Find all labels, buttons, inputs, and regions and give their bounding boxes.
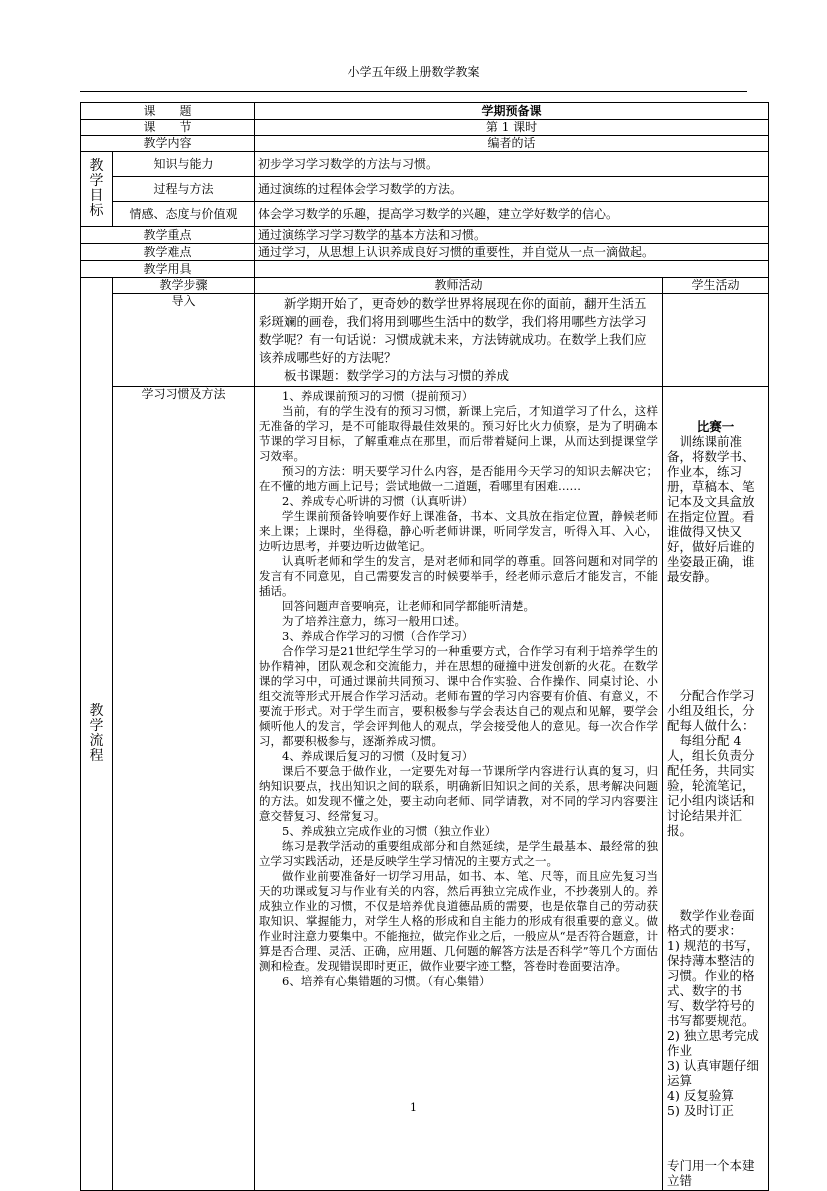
header-rule [80, 91, 747, 92]
habit-heading-4: 4、养成课后复习的习惯（及时复习） [282, 749, 474, 763]
key-row [81, 227, 769, 244]
homework-item: 4) 反复验算 [667, 1088, 734, 1103]
flow-header-row [81, 278, 769, 294]
goal-row-1 [81, 152, 769, 177]
goal-value-process: 通过演练的过程体会学习数学的方法。 [255, 177, 769, 202]
section-value: 第 1 课时 [255, 120, 769, 136]
habit-paragraph: 预习的方法：明天要学习什么内容，是否能用今天学习的知识去解决它；在不懂的地方画上记号；尝试地做一二道题，看哪里有困难…… [259, 464, 659, 493]
intro-student [663, 294, 769, 387]
flow-vertical-label: 教 学 流 程 [81, 278, 113, 1191]
content-row [81, 136, 769, 152]
habits-step: 学习习惯及方法 [113, 387, 255, 1191]
intro-step: 导入 [113, 294, 255, 387]
topic-value: 学期预备课 [255, 103, 769, 120]
habit-heading-1: 1、养成课前预习的习惯（提前预习） [282, 389, 474, 403]
tools-value [255, 261, 769, 278]
steps-header: 教学步骤 [113, 278, 255, 294]
habit-paragraph: 认真听老师和学生的发言，是对老师和同学的尊重。回答问题和对同学的发言有不同意见，自己需要发言的时候要举手，经老师示意后才能发言，不能插话。 [259, 554, 659, 598]
homework-item: 5) 及时订正 [667, 1103, 734, 1118]
habit-paragraph: 练习是教学活动的重要组成部分和自然延续，是学生最基本、最经常的独立学习实践活动，还是反映学生学习情况的主要方式之一。 [259, 839, 659, 868]
difficulty-value: 通过学习，从思想上认识养成良好习惯的重要性，并自觉从一点一滴做起。 [255, 244, 769, 261]
lesson-plan-table [80, 102, 769, 1191]
habit-paragraph: 为了培养注意力，练习一般用口述。 [282, 614, 467, 628]
error-notebook-text: 专门用一个本建立错 [667, 1158, 755, 1188]
habit-paragraph: 做作业前要准备好一切学习用品，如书、本、笔、尺等，而且应先复习当天的功课或复习与作业有关的内容，然后再独立完成作业，不抄袭别人的。养成独立作业的习惯，不仅是培养优良道德品质的需要，也是依靠自己的劳动获取知识、掌握能力，对学生人格的形成和自主能力的形成有很重要的意义。做作业时注意力要集中。不能拖拉，做完作业之后，一般应从“是否符合题意，计算是否合理、灵活、正确，应用题、几何题的解答方法是否科学”等几个方面估测和检查。发现错误即时更正，做作业要字迹工整，答卷时卷面要洁净。 [259, 869, 659, 973]
homework-item: 1) 规范的书写，保持薄本整洁的习惯。作业的格式、数字的书写、数学符号的书写都要规范。 [667, 938, 759, 1028]
section-label: 课 节 [81, 120, 255, 136]
intro-row [81, 294, 769, 387]
difficulty-row [81, 244, 769, 261]
group-text-2: 每组分配 4 人，组长负责分配任务，共同实验，轮流笔记，记小组内谈话和讨论结果并汇报。 [667, 733, 755, 838]
intro-teacher [255, 294, 663, 387]
goals-vertical-label: 教 学 目 标 [81, 152, 113, 227]
goal-row-3 [81, 202, 769, 227]
habits-row [81, 387, 769, 1191]
habit-heading-2: 2、养成专心听讲的习惯（认真听讲） [282, 494, 474, 508]
habits-teacher [255, 387, 663, 1191]
habit-heading-3: 3、养成合作学习的习惯（合作学习） [282, 629, 474, 643]
tools-row [81, 261, 769, 278]
homework-item: 2) 独立思考完成作业 [667, 1028, 759, 1058]
habit-heading-5: 5、养成独立完成作业的习惯（独立作业） [282, 824, 497, 838]
student-header: 学生活动 [663, 278, 769, 294]
topic-row [81, 103, 769, 120]
intro-paragraph: 新学期开始了，更奇妙的数学世界将展现在你的面前，翻开生活五彩斑斓的画卷，我们将用到哪些生活中的数学，我们将用哪些方法学习数学呢？有一句话说：习惯成就未来，方法铸就成功。在数学上我们应该养成哪些好的方法呢？ [259, 296, 647, 365]
habit-paragraph: 当前，有的学生没有的预习习惯，新课上完后，才知道学习了什么，这样无准备的学习，是不可能取得最佳效果的。预习好比火力侦察，是为了明确本节课的学习目标，了解重难点在那里，而后带着疑问上课，从而达到提课堂学习效率。 [259, 404, 659, 463]
difficulty-label: 教学难点 [81, 244, 255, 261]
goal-label-process: 过程与方法 [113, 177, 255, 202]
teacher-header: 教师活动 [255, 278, 663, 294]
contest-title: 比赛一 [696, 419, 735, 434]
habit-paragraph: 合作学习是21世纪学生学习的一种重要方式，合作学习有利于培养学生的协作精神，团队观念和交流能力，并在思想的碰撞中迸发创新的火花。在数学课的学习中，可通过课前共同预习、课中合作实验、合作操作、同桌讨论、小组交流等形式开展合作学习活动。老师布置的学习内容要有价值、有意义，不要流于形式。对于学生而言，要积极参与学会表达自己的观点和见解，要学会倾听他人的发言，学会评判他人的观点，学会接受他人的意见。每一次合作学习，都要积极参与，逐渐养成习惯。 [259, 644, 659, 748]
habit-paragraph: 学生课前预备铃响要作好上课准备，书本、文具放在指定位置，静候老师来上课；上课时，坐得稳，静心听老师讲课，听同学发言，听得入耳、入心，边听边思考，并要边听边做笔记。 [259, 509, 659, 553]
goal-row-2 [81, 177, 769, 202]
goal-label-attitude: 情感、态度与价值观 [113, 202, 255, 227]
habits-student [663, 387, 769, 1191]
group-text: 分配合作学习小组及组长，分配每人做什么： [667, 688, 755, 733]
content-label: 教学内容 [81, 136, 255, 152]
content-value: 编者的话 [255, 136, 769, 152]
key-label: 教学重点 [81, 227, 255, 244]
goal-value-attitude: 体会学习数学的乐趣，提高学习数学的兴趣，建立学好数学的信心。 [255, 202, 769, 227]
homework-format-title: 数学作业卷面格式的要求： [667, 908, 755, 938]
habit-paragraph: 课后不要急于做作业，一定要先对每一节课所学内容进行认真的复习，归纳知识要点，找出知识之间的联系，明确新旧知识之间的关系，思考解决问题的方法。如发现不懂之处，要主动向老师、同学请教，对不同的学习内容要注意交替复习、经常复习。 [259, 764, 659, 823]
topic-label: 课 题 [81, 103, 255, 120]
document-header: 小学五年级上册数学教案 [347, 65, 480, 79]
intro-board-title: 板书课题：数学学习的方法与习惯的养成 [284, 368, 510, 383]
goal-value-knowledge: 初步学习学习数学的方法与习惯。 [255, 152, 769, 177]
page-number: 1 [410, 1101, 417, 1114]
homework-item: 3) 认真审题仔细运算 [667, 1058, 759, 1088]
key-value: 通过演练学习学习数学的基本方法和习惯。 [255, 227, 769, 244]
goal-label-knowledge: 知识与能力 [113, 152, 255, 177]
tools-label: 教学用具 [81, 261, 255, 278]
habit-heading-6: 6、培养有心集错题的习惯。（有心集错） [282, 974, 491, 988]
section-row [81, 120, 769, 136]
contest-text: 训练课前准备，将数学书、作业本，练习册，草稿本、笔记本及文具盒放在指定位置。看谁做得又快又好，做好后谁的坐姿最正确，谁最安静。 [667, 434, 755, 584]
habit-paragraph: 回答问题声音要响亮，让老师和同学都能听清楚。 [282, 599, 536, 613]
